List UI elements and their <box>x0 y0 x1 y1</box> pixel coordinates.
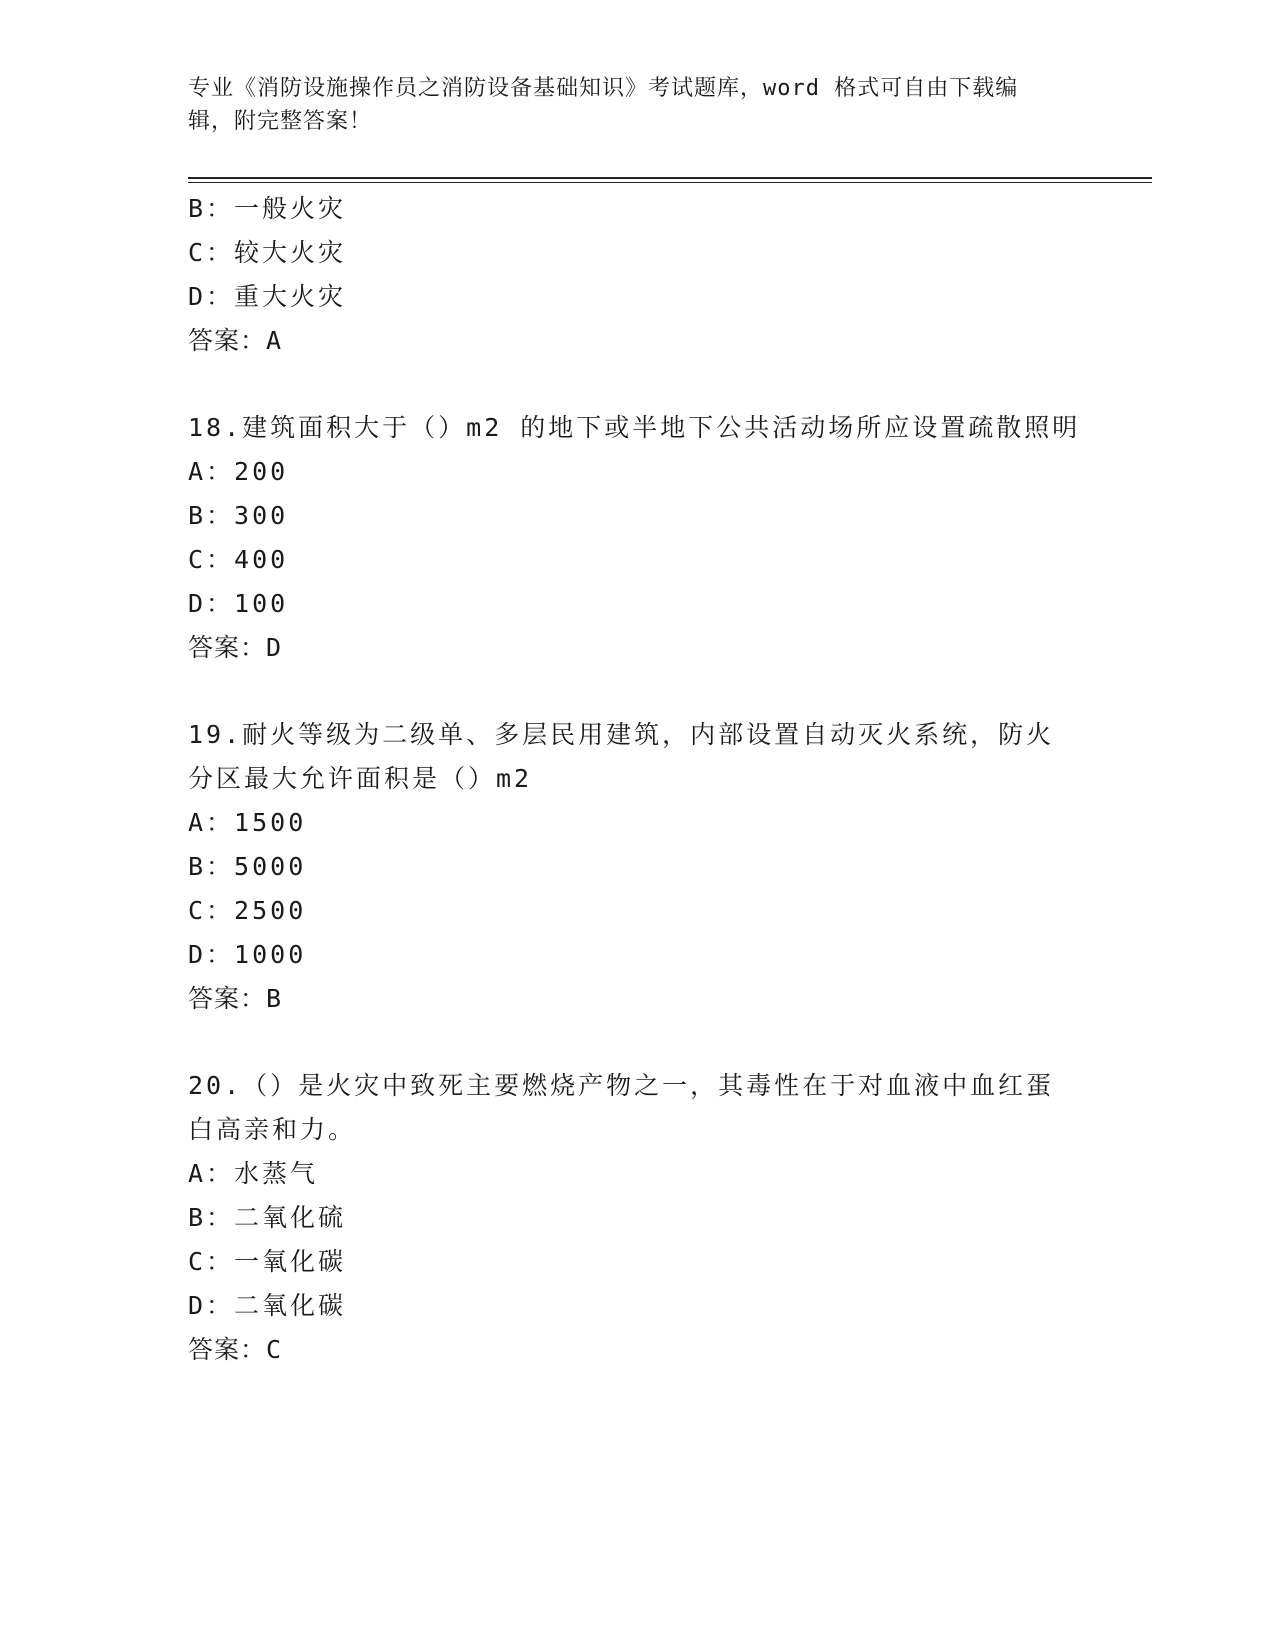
q19-stem-line-2: 分区最大允许面积是（）m2 <box>188 764 533 793</box>
q18-option-a: A：200 <box>188 457 289 486</box>
q18-answer: 答案：D <box>188 633 283 662</box>
q18-stem: 18.建筑面积大于（）m2 的地下或半地下公共活动场所应设置疏散照明 <box>188 413 1081 442</box>
q20-option-c: C：一氧化碳 <box>188 1247 347 1276</box>
header-line-1: 专业《消防设施操作员之消防设备基础知识》考试题库，word 格式可自由下载编 <box>188 76 1019 101</box>
q17-option-b: B：一般火灾 <box>188 194 347 223</box>
q19-option-b: B：5000 <box>188 852 307 881</box>
q18-option-d: D：100 <box>188 589 289 618</box>
q19-option-c: C：2500 <box>188 896 307 925</box>
q17-answer: 答案：A <box>188 326 283 355</box>
q19-answer: 答案：B <box>188 984 283 1013</box>
q19-stem-line-1: 19.耐火等级为二级单、多层民用建筑，内部设置自动灭火系统，防火 <box>188 720 1055 749</box>
q19-option-d: D：1000 <box>188 940 307 969</box>
q20-option-b: B：二氧化硫 <box>188 1203 347 1232</box>
q19-option-a: A：1500 <box>188 808 307 837</box>
q20-stem-line-1: 20.（）是火灾中致死主要燃烧产物之一，其毒性在于对血液中血红蛋 <box>188 1071 1055 1100</box>
document-header <box>188 72 1068 138</box>
q17-option-d: D：重大火灾 <box>188 282 347 311</box>
q20-option-d: D：二氧化碳 <box>188 1291 347 1320</box>
q20-stem-line-2: 白高亲和力。 <box>188 1115 357 1144</box>
header-line-2: 辑，附完整答案！ <box>188 109 373 134</box>
q17-option-c: C：较大火灾 <box>188 238 347 267</box>
q18-option-b: B：300 <box>188 501 289 530</box>
q18-option-c: C：400 <box>188 545 289 574</box>
header-divider-thin <box>188 182 1152 183</box>
q20-option-a: A：水蒸气 <box>188 1159 319 1188</box>
q20-answer: 答案：C <box>188 1335 283 1364</box>
header-divider-thick <box>188 177 1152 179</box>
